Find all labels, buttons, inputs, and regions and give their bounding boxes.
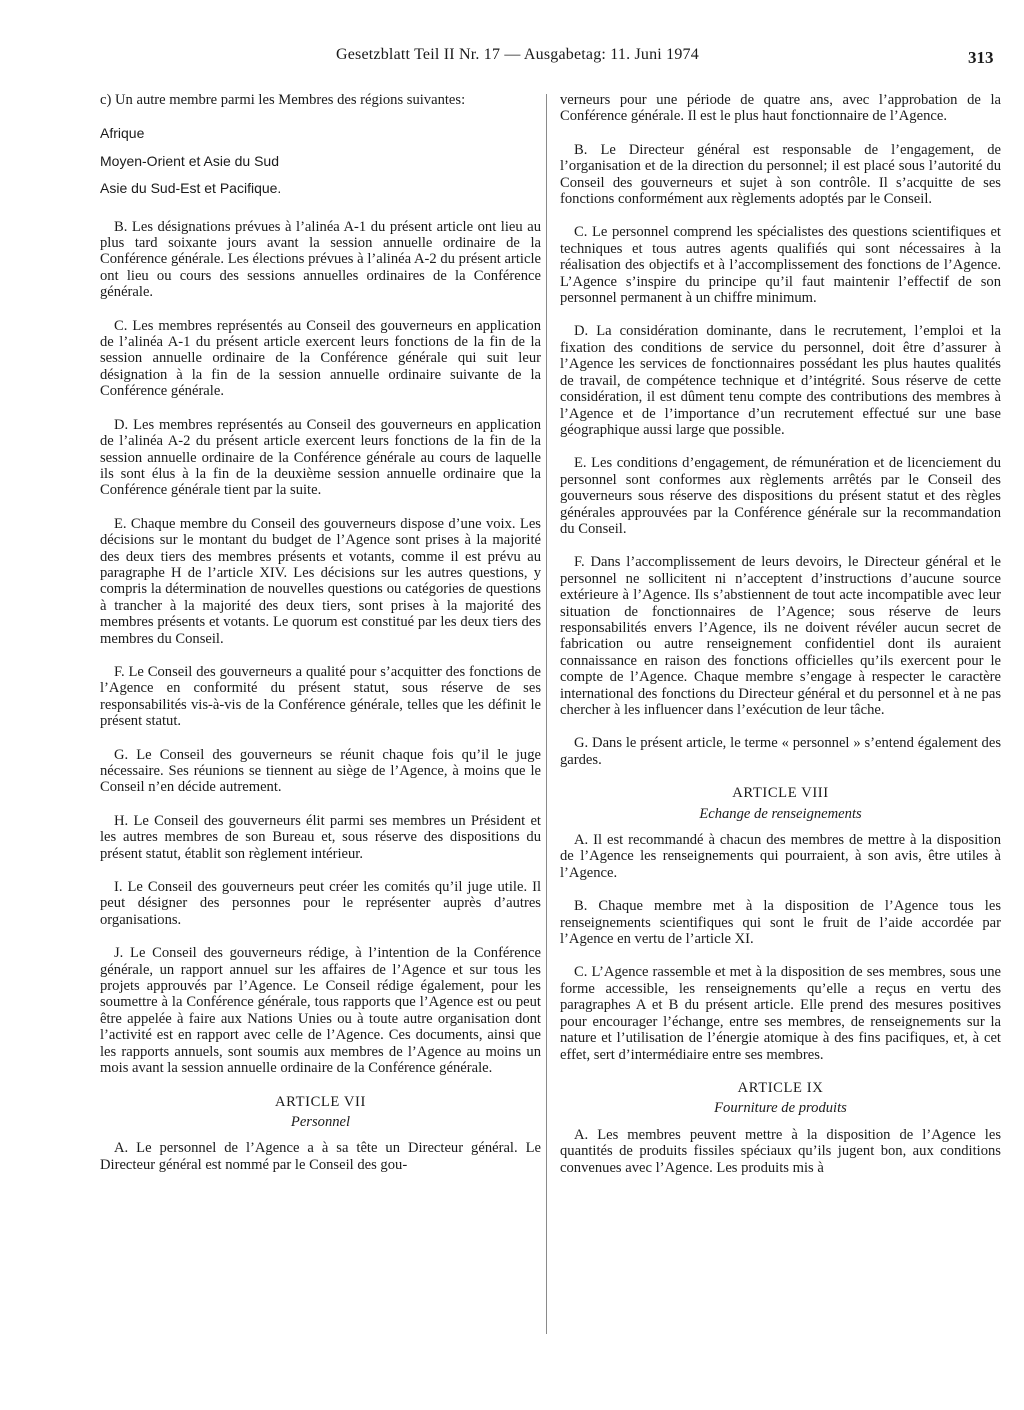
- paragraph-b: B. Les désignations prévues à l’alinéa A-1 du présent article ont lieu au plus tard soixante jours avant la session annuelle ordinaire de la Conférence générale. Les élections prévues à l’alinéa A-2 du présent article ont lieu ou cours des sessions annuelles ordinaires de la Conférence générale.: [100, 218, 541, 301]
- article-7-paragraph-g: G. Dans le présent article, le terme « personnel » s’entend également des gardes.: [560, 735, 1001, 768]
- article-7-paragraph-b: B. Le Directeur général est responsable de l’engagement, de l’organisation et de la direction du personnel; il est placé sous l’autorité du Conseil des gouverneurs et sujet à son contrôle. Il s’acquitte de ses fonctions conformément aux règlements adoptés par le Conseil.: [560, 141, 1001, 208]
- page-number: 313: [968, 48, 994, 67]
- gazette-title: Gesetzblatt Teil II Nr. 17 — Ausgabetag: 11. Juni 1974: [336, 46, 699, 63]
- paragraph-d: D. Les membres représentés au Conseil des gouverneurs en application de l’alinéa A-2 du présent article exercent leurs fonctions de la fin de la session annuelle ordinaire de la Conférence générale au cours de laquelle ils sont élus à la fin de la deuxième session annuelle ordinaire que la Conférence générale tient par la suite.: [100, 416, 541, 499]
- right-column: [560, 92, 1001, 1193]
- article-8-paragraph-a: A. Il est recommandé à chacun des membres de mettre à la disposition de l’Agence les renseignements qui pourraient, à son avis, être utiles à l’Agence.: [560, 832, 1001, 881]
- article-7-paragraph-d: D. La considération dominante, dans le recrutement, l’emploi et la fixation des conditions de service du personnel, doit être d’assurer à l’Agence les services de fonctionnaires possédant les plus hautes qualités de travail, de compétence technique et d’intégrité. Sous réserve de cette considération, il est dûment tenu compte des contributions des membres à l’Agence et de l’importance d’un recrutement effectué sur une base géographique aussi large que possible.: [560, 323, 1001, 438]
- paragraph-c-intro: c) Un autre membre parmi les Membres des régions suivantes:: [100, 92, 466, 108]
- article-8-heading: ARTICLE VIII: [732, 785, 829, 802]
- article-8-paragraph-b: B. Chaque membre met à la disposition de l’Agence tous les renseignements scientifiques qui sont le fruit de l’aide accordée par l’Agence en vertu de l’article XI.: [560, 898, 1001, 948]
- column-divider: [546, 94, 547, 1334]
- region-item: Afrique: [100, 125, 145, 142]
- left-column: [100, 92, 541, 1190]
- article-7-paragraph-c: C. Le personnel comprend les spécialistes des questions scientifiques et techniques et tous autres agents qualifiés qui sont nécessaires à la réalisation des objectifs et à l’accomplissement des fonctions de l’Agence. L’Agence s’inspire du principe qu’il faut maintenir l’effectif de son personnel permanent à un chiffre minimum.: [560, 224, 1001, 307]
- paragraph-e: E. Chaque membre du Conseil des gouverneurs dispose d’une voix. Les décisions sur le montant du budget de l’Agence sont prises à la majorité des deux tiers des membres présents et votants, comme il est prévu au paragraphe H de l’article XIV. Les décisions sur les autres questions, y compris la détermination de nouvelles questions ou catégories de questions à trancher à la majorité des deux tiers, sont prises à la majorité des membres présents et votants. Le quorum est constitué par les deux tiers des membres du Conseil.: [100, 515, 541, 647]
- paragraph-h: H. Le Conseil des gouverneurs élit parmi ses membres un Président et les autres membres de son Bureau et, sous réserve des dispositions du présent statut, établit son règlement intérieur.: [100, 812, 541, 862]
- page-header: [0, 46, 1024, 76]
- article-8-paragraph-c: C. L’Agence rassemble et met à la disposition de ses membres, sous une forme accessible, les renseignements qu’elle a reçus en vertu des paragraphes A et B du présent article. Elle prend des mesures positives pour encourager l’échange, entre ses membres, de renseignements sur la nature et l’utilisation de l’énergie atomique à des fins pacifiques, et, à cet effet, sert d’intermédiaire entre ses membres.: [560, 964, 1001, 1063]
- article-8-subtitle: Echange de renseignements: [699, 805, 862, 822]
- article-7-paragraph-f: F. Dans l’accomplissement de leurs devoirs, le Directeur général et le personnel ne sollicitent ni n’acceptent d’instructions d’aucune source extérieure à l’Agence. Ils s’abstiennent de tout acte incompatible avec leur situation de fonctionnaires de l’Agence; sous réserve de leurs responsabilités envers l’Agence, ils ne doivent révéler aucun secret de fabrication ou autre renseignement confidentiel dont ils auraient connaissance en raison des fonctions officielles qu’ils exercent pour le compte de l’Agence. Chaque membre s’engage à respecter le caractère international des fonctions du Directeur général et du personnel et à ne pas chercher à les influencer dans l’exécution de leur tâche.: [560, 554, 1001, 718]
- article-9-paragraph-a: A. Les membres peuvent mettre à la disposition de l’Agence les quantités de produits fissiles spéciaux qu’ils jugent bon, aux conditions convenues avec l’Agence. Les produits mis à: [560, 1126, 1001, 1176]
- paragraph-i: I. Le Conseil des gouverneurs peut créer les comités qu’il juge utile. Il peut désigner des personnes pour le représenter auprès d’autres organisations.: [100, 879, 541, 928]
- paragraph-j: J. Le Conseil des gouverneurs rédige, à l’intention de la Conférence générale, un rapport annuel sur les affaires de l’Agence et sur tous les projets approuvés par l’Agence. Le Conseil rédige également, pour les soumettre à la Conférence générale, tous rapports que l’Agence est ou peut être appelée à faire aux Nations Unies ou à toute autre organisation dont l’activité est en rapport avec celle de l’Agence. Ces documents, ainsi que les rapports annuels, sont soumis aux membres de l’Agence au moins un mois avant la session annuelle ordinaire de la Conférence générale.: [100, 945, 541, 1077]
- article-7-paragraph-e: E. Les conditions d’engagement, de rémunération et de licenciement du personnel sont conformes aux règlements arrêtés par le Conseil des gouverneurs sous réserve des dispositions du présent statut et des règles générales approuvées par la Conférence générale sur la recommandation du Conseil.: [560, 455, 1001, 537]
- region-item: Moyen-Orient et Asie du Sud: [100, 152, 279, 169]
- region-item: Asie du Sud-Est et Pacifique.: [100, 180, 282, 197]
- article-7-paragraph-a: A. Le personnel de l’Agence a à sa tête un Directeur général. Le Directeur général est nommé par le Conseil des gou-: [100, 1140, 541, 1173]
- article-7-a-continuation: verneurs pour une période de quatre ans, avec l’approbation de la Conférence générale. Il est le plus haut fonctionnaire de l’Agence.: [560, 92, 1001, 125]
- article-9-heading: ARTICLE IX: [737, 1079, 824, 1096]
- paragraph-c: C. Les membres représentés au Conseil des gouverneurs en application de l’alinéa A-1 du présent article exercent leurs fonctions de la fin de la session annuelle ordinaire de la Conférence générale qui suit leur désignation à la fin de la session annuelle ordinaire suivante de la Conférence générale.: [100, 317, 541, 400]
- paragraph-f: F. Le Conseil des gouverneurs a qualité pour s’acquitter des fonctions de l’Agence en conformité du présent statut, sous réserve de ses responsabilités vis-à-vis de la Conférence générale, telles que les définit le présent statut.: [100, 663, 541, 730]
- article-9-subtitle: Fourniture de produits: [714, 1100, 847, 1117]
- article-7-heading: ARTICLE VII: [275, 1093, 366, 1110]
- article-7-subtitle: Personnel: [290, 1113, 351, 1130]
- paragraph-g: G. Le Conseil des gouverneurs se réunit chaque fois qu’il le juge nécessaire. Ses réunions se tiennent au siège de l’Agence, à moins que le Conseil n’en décide autrement.: [100, 746, 541, 796]
